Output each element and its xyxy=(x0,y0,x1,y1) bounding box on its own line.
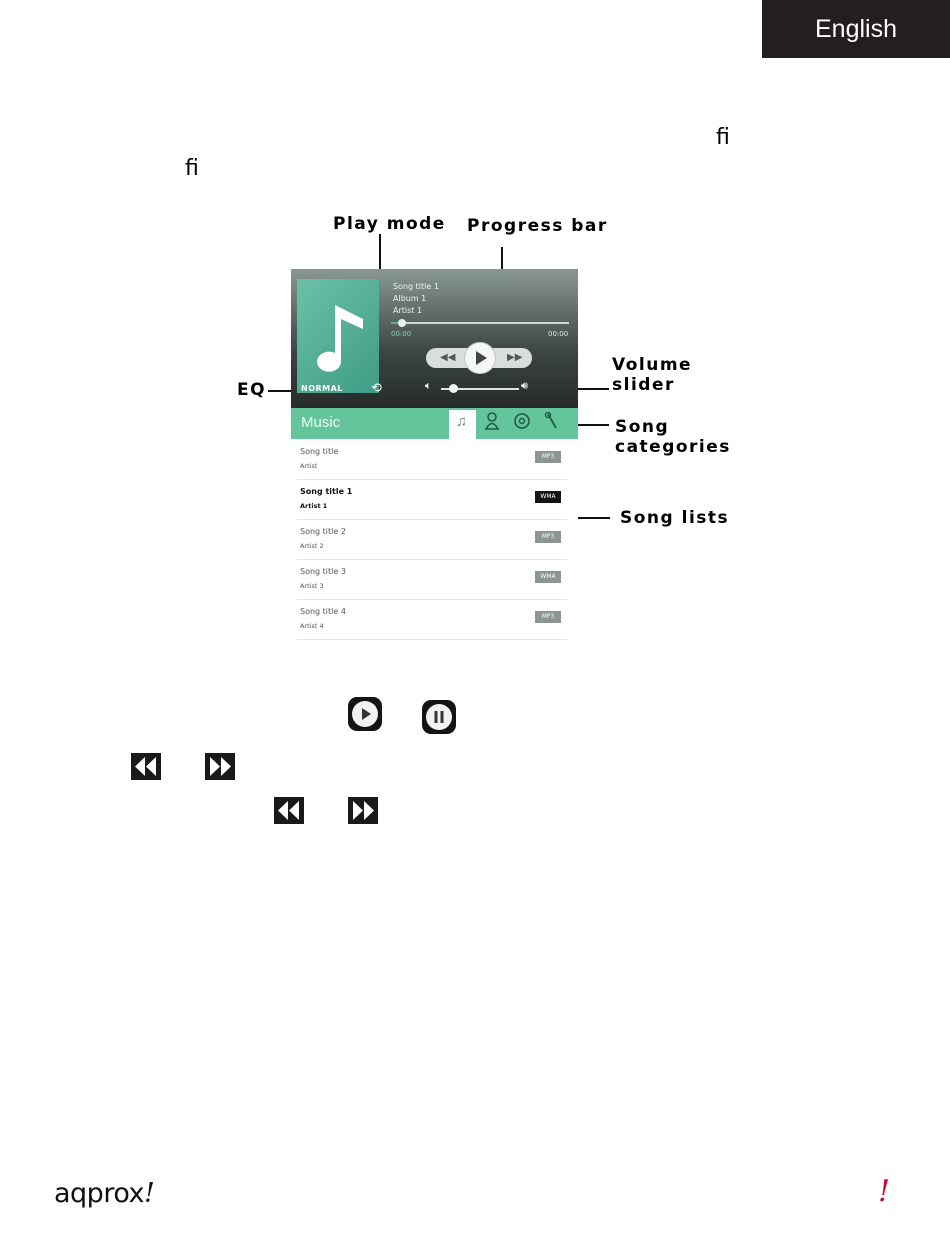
volume-low-icon: 🔈︎ xyxy=(425,380,432,392)
format-badge: MP3 xyxy=(535,611,561,623)
genre-icon[interactable] xyxy=(544,412,560,434)
music-player-screenshot xyxy=(291,269,578,639)
callout-song-categories xyxy=(615,417,731,457)
format-badge: MP3 xyxy=(535,531,561,543)
rewind-button-icon xyxy=(274,797,304,824)
artist-icon[interactable] xyxy=(484,412,500,434)
callout-volume-line1: Volume xyxy=(612,355,693,375)
song-list-item[interactable] xyxy=(297,599,567,640)
song-title: Song title xyxy=(300,447,339,456)
song-list-item[interactable] xyxy=(297,439,567,480)
album-art xyxy=(297,279,379,393)
eq-mode[interactable]: NORMAL xyxy=(301,384,343,393)
time-elapsed: 00:00 xyxy=(391,330,412,338)
brand-name: aqprox xyxy=(54,1178,144,1209)
song-list-item-selected[interactable] xyxy=(297,479,567,520)
brand-logo-mark: ! xyxy=(144,1178,155,1209)
song-artist: Artist xyxy=(300,462,318,470)
song-list-item[interactable] xyxy=(297,519,567,560)
song-title: Song title 2 xyxy=(300,527,346,536)
progress-handle[interactable] xyxy=(398,319,406,327)
music-tab-title: Music xyxy=(301,414,341,431)
language-label: English xyxy=(815,14,897,43)
callout-categories-line2: categories xyxy=(615,437,731,457)
song-artist: Artist 2 xyxy=(300,542,324,550)
progress-bar[interactable] xyxy=(391,322,569,324)
song-artist: Artist 1 xyxy=(300,502,328,510)
song-title: Song title 4 xyxy=(300,607,346,616)
callout-song-lists: Song lists xyxy=(620,508,730,528)
category-bar xyxy=(291,408,578,439)
play-button-icon xyxy=(348,697,382,731)
format-badge: WMA xyxy=(535,571,561,583)
brand-exclamation-mark: ! xyxy=(878,1174,891,1209)
song-list-item[interactable] xyxy=(297,559,567,600)
now-playing-artist: Artist 1 xyxy=(393,306,423,315)
now-playing-album: Album 1 xyxy=(393,294,427,303)
callout-progress-bar: Progress bar xyxy=(467,216,608,236)
volume-high-icon: 🔊︎ xyxy=(521,380,528,392)
song-title: Song title 1 xyxy=(300,487,353,496)
rewind-button-icon xyxy=(131,753,161,780)
ligature-glyph: ﬁ xyxy=(716,125,730,150)
rewind-icon[interactable]: ◀◀ xyxy=(440,352,456,363)
volume-handle[interactable] xyxy=(449,384,458,393)
leader-line-categories xyxy=(573,424,609,426)
album-icon[interactable] xyxy=(512,412,532,434)
ligature-glyph: ﬁ xyxy=(185,156,199,181)
brand-logo xyxy=(54,1178,154,1209)
time-total: 00:00 xyxy=(548,330,569,338)
language-tab xyxy=(762,0,950,58)
format-badge: WMA xyxy=(535,491,561,503)
play-icon xyxy=(465,343,495,373)
song-title: Song title 3 xyxy=(300,567,346,576)
pause-button-icon xyxy=(422,700,456,734)
fast-forward-button-icon xyxy=(205,753,235,780)
song-artist: Artist 3 xyxy=(300,582,324,590)
repeat-icon[interactable]: ⟲ xyxy=(371,380,382,395)
play-button[interactable] xyxy=(464,342,496,374)
format-badge: MP3 xyxy=(535,451,561,463)
callout-play-mode: Play mode xyxy=(333,214,446,234)
now-playing-song: Song title 1 xyxy=(393,282,439,291)
song-artist: Artist 4 xyxy=(300,622,324,630)
music-note-icon xyxy=(297,279,379,393)
callout-categories-line1: Song xyxy=(615,417,670,437)
fast-forward-icon[interactable]: ▶▶ xyxy=(507,352,523,363)
now-playing-panel xyxy=(291,269,578,408)
callout-volume-slider xyxy=(612,355,692,395)
category-tab-songs[interactable] xyxy=(449,410,476,439)
callout-eq: EQ xyxy=(237,380,267,400)
music-note-icon: ♫ xyxy=(456,413,468,430)
callout-volume-line2: slider xyxy=(612,375,675,395)
fast-forward-button-icon xyxy=(348,797,378,824)
